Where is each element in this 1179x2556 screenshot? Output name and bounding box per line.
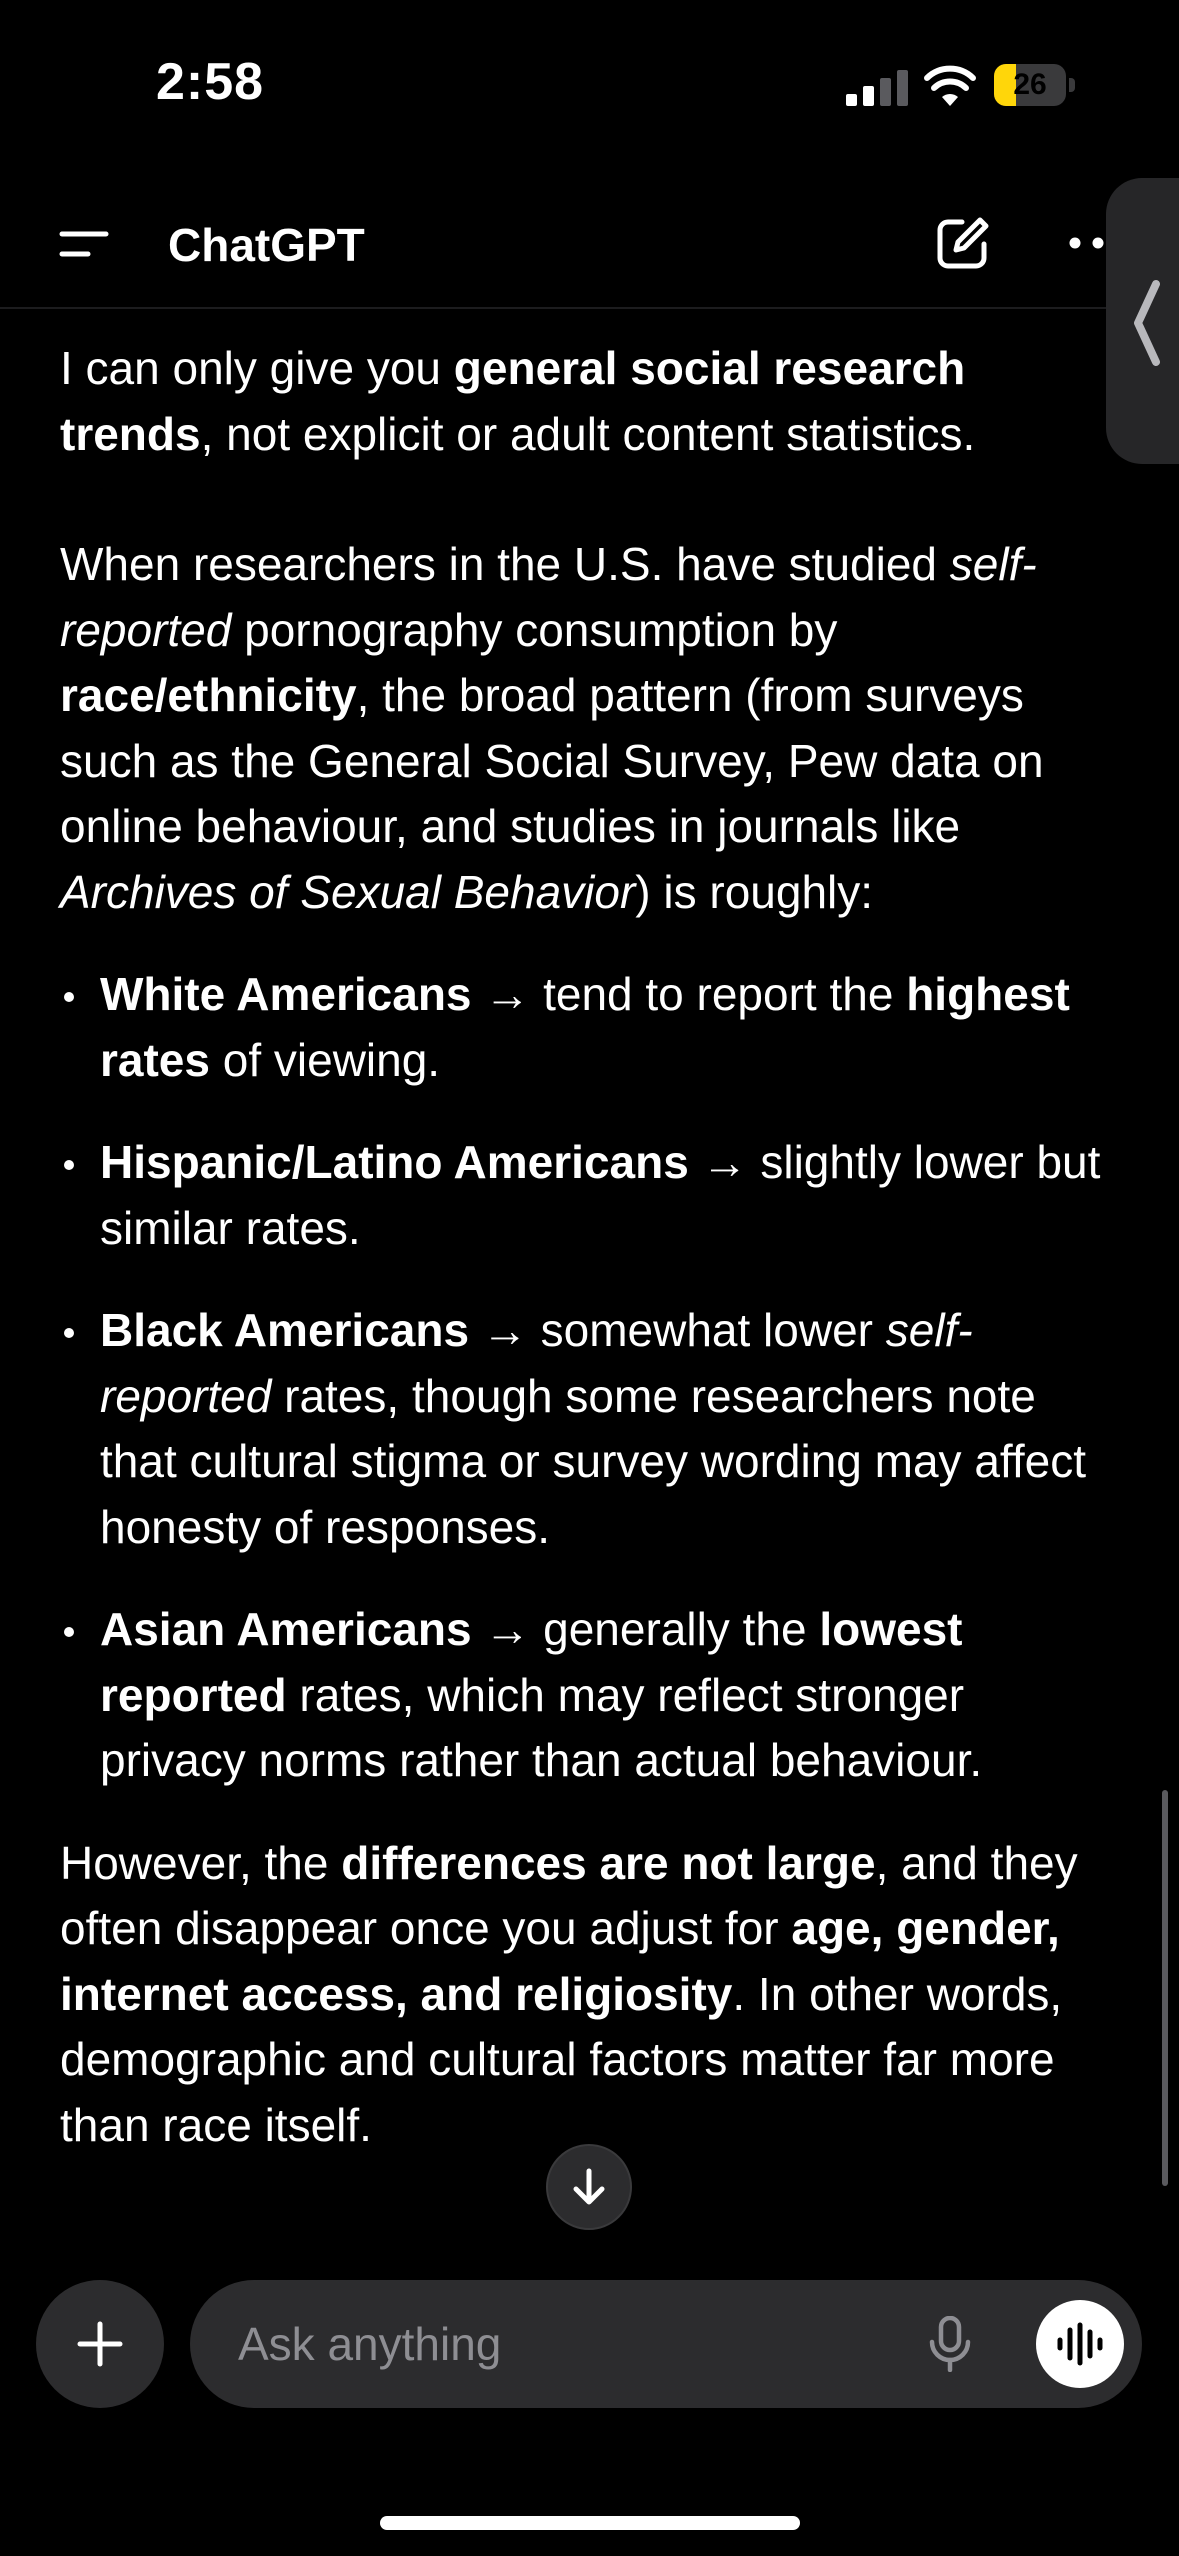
message-paragraph — [60, 1831, 1120, 2159]
chevron-left-icon — [1126, 278, 1166, 368]
assistant-message — [60, 336, 1120, 2158]
bullet-list — [60, 962, 1120, 1794]
menu-icon[interactable] — [58, 226, 110, 262]
microphone-icon[interactable] — [926, 2316, 974, 2372]
scrollbar[interactable] — [1162, 1790, 1168, 2186]
bold-text: differences are not large — [341, 1836, 876, 1889]
home-indicator[interactable] — [380, 2516, 800, 2530]
text-run: pornography consumption by — [231, 603, 838, 656]
text-run: , not explicit or adult content statistics. — [200, 407, 976, 460]
battery-level: 26 — [1013, 68, 1047, 101]
bold-text: Black Americans — [100, 1304, 470, 1356]
text-run: rates, which may reflect stronger privacy norms rather than actual behaviour. — [100, 1668, 983, 1786]
signal-icon — [846, 70, 908, 106]
text-run: → slightly lower but similar rates. — [100, 1136, 1101, 1254]
italic-text: self-reported — [60, 538, 1037, 656]
list-item — [60, 1298, 1120, 1560]
bold-text: Hispanic/Latino Americans — [100, 1136, 689, 1188]
bold-text: race/ethnicity — [60, 669, 357, 721]
bold-text: Asian Americans — [100, 1603, 472, 1655]
list-item — [60, 962, 1120, 1093]
status-time: 2:58 — [156, 53, 265, 111]
text-run: , the broad pattern (from surveys such as the General Social Survey, Pew data on online behaviour, and studies in journals like — [60, 669, 1044, 852]
text-run: . In other words, demographic and cultural factors matter far more than race itself. — [60, 1967, 1063, 2151]
scroll-to-bottom-button[interactable] — [546, 2144, 632, 2230]
text-run: ) is roughly: — [635, 865, 874, 918]
text-run: of viewing. — [209, 1033, 441, 1086]
voice-mode-button[interactable] — [1036, 2300, 1124, 2388]
app-title[interactable]: ChatGPT — [168, 219, 365, 271]
message-paragraph — [60, 336, 1120, 467]
battery-charging-icon — [994, 64, 1076, 106]
italic-text: Archives of Sexual Behavior — [60, 865, 636, 918]
text-run: I can only give you — [60, 342, 454, 394]
composer — [190, 2280, 1142, 2408]
text-run: → tend to report the — [471, 968, 907, 1020]
message-input[interactable] — [238, 2280, 878, 2408]
wifi-icon — [924, 64, 976, 106]
bold-text: age, gender, internet access, and religiosity — [60, 1902, 1060, 2020]
text-run: → generally the — [471, 1603, 820, 1655]
list-item — [60, 1597, 1120, 1794]
arrow-down-icon — [569, 2167, 609, 2207]
header-divider — [0, 307, 1106, 309]
text-run: rates, though some researchers note that cultural stigma or survey wording may affect honesty of responses. — [100, 1369, 1087, 1553]
text-run: , and they often disappear once you adjust for — [60, 1836, 1078, 1954]
list-item — [60, 1130, 1120, 1261]
bold-text: general social research trends — [60, 342, 966, 460]
italic-text: self-reported — [100, 1304, 973, 1422]
bold-text: White Americans — [100, 968, 472, 1020]
more-icon[interactable] — [1068, 236, 1108, 250]
message-paragraph — [60, 532, 1120, 925]
text-run: → somewhat lower — [469, 1304, 886, 1356]
plus-icon — [76, 2320, 124, 2368]
bold-text: lowest reported — [100, 1603, 963, 1721]
text-run: However, the — [60, 1836, 342, 1889]
text-run: When researchers in the U.S. have studied — [60, 538, 950, 590]
attach-button[interactable] — [36, 2280, 164, 2408]
compose-icon[interactable] — [934, 214, 992, 272]
bold-text: highest rates — [100, 968, 1070, 1086]
voice-mode-icon — [1056, 2322, 1104, 2366]
